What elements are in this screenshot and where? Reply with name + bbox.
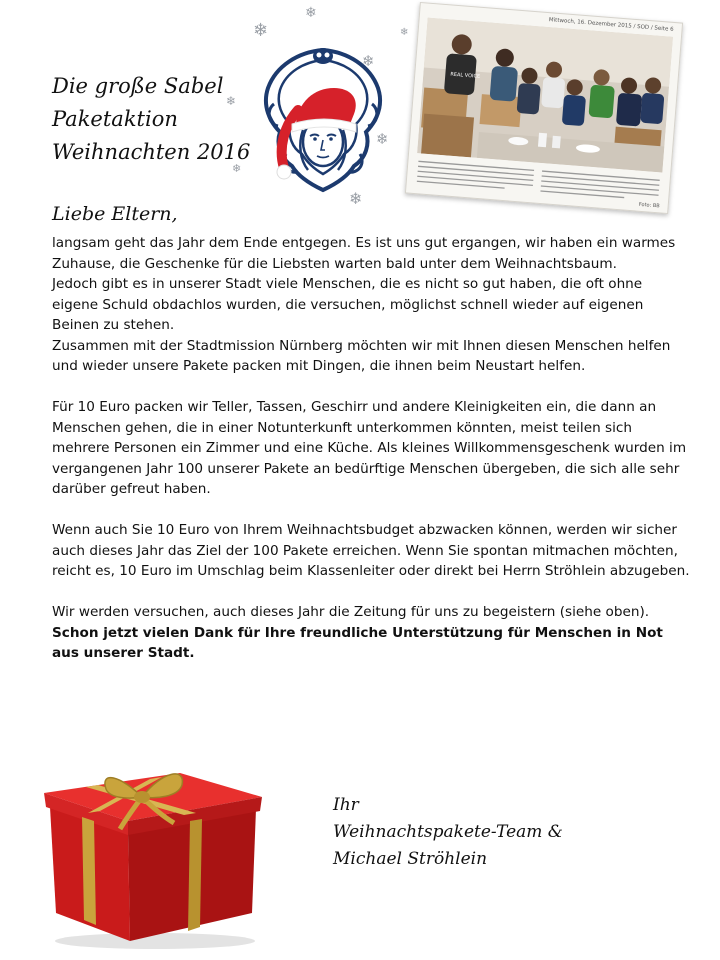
snowflake-icon: ❄ xyxy=(376,130,389,148)
snowflake-icon: ❄ xyxy=(400,27,409,38)
signature-block xyxy=(333,792,563,873)
paragraph-3: Zusammen mit der Stadtmission Nürnberg möchten wir mit Ihnen diesen Menschen helfen und wieder unsere Pakete packen mit Dingen, die ihnen beim Neustart helfen. xyxy=(52,337,671,374)
signature-line-1: Ihr xyxy=(333,795,359,815)
paragraph-1: langsam geht das Jahr dem Ende entgegen. Es ist uns gut ergangen, wir haben ein warmes Zuhause, die Geschenke für die Liebsten warten bald unter dem Weihnachtsbaum. xyxy=(52,235,676,272)
gift-box-image xyxy=(30,745,270,950)
snowflake-icon: ❄ xyxy=(253,20,269,41)
paragraph-4: Für 10 Euro packen wir Teller, Tassen, Geschirr und andere Kleinigkeiten ein, die dann an Menschen gehen, die in einer Notunterkunft unterkommen könnten, meist teilen sich mehrere Personen ein Zimmer und eine Küche. Als kleines Willkommensgeschenk wurden im vergangenen Jahr 100 unserer Pakete an bedürftige Menschen übergeben, die sich alle sehr darüber gefreut haben. xyxy=(52,399,687,497)
snowflake-icon: ❄ xyxy=(362,52,375,70)
newspaper-clipping xyxy=(405,2,683,214)
snowflake-icon: ❄ xyxy=(232,162,242,175)
letter-body xyxy=(52,233,692,664)
title-line-3: Weihnachten 2016 xyxy=(52,140,251,164)
snowflake-icon: ❄ xyxy=(349,189,363,208)
newspaper-photo-credit: Foto: BB xyxy=(638,201,660,210)
flyer-title xyxy=(52,70,292,169)
title-line-1: Die große Sabel xyxy=(52,74,224,98)
paragraph-6 xyxy=(52,602,692,664)
signature-line-3: Michael Ströhlein xyxy=(333,849,488,869)
paragraph-6-text: Wir werden versuchen, auch dieses Jahr die Zeitung für uns zu begeistern (siehe oben). xyxy=(52,604,650,620)
paragraph-5: Wenn auch Sie 10 Euro von Ihrem Weihnachtsbudget abzwacken können, werden wir sicher auch dieses Jahr das Ziel der 100 Pakete erreichen. Wenn Sie spontan mitmachen möchten, reicht es, 10 Euro im Umschlag beim Klassenleiter oder direkt bei Herrn Ströhlein abzugeben. xyxy=(52,522,690,579)
snowflake-icon: ❄ xyxy=(305,5,317,21)
salutation: Liebe Eltern, xyxy=(52,203,178,225)
snowflake-icon: ❄ xyxy=(226,94,237,108)
signature-line-2: Weihnachtspakete-Team & xyxy=(333,822,563,842)
school-logo-santa-hat xyxy=(258,44,388,194)
newspaper-header: Mittwoch, 16. Dezember 2015 / SOD / Seite 6 xyxy=(548,17,674,33)
paragraph-2: Jedoch gibt es in unserer Stadt viele Menschen, die es nicht so gut haben, die oft ohne eigene Schuld obdachlos wurden, die versuchen, möglichst schnell wieder auf eigenen Beinen zu stehen. xyxy=(52,276,644,333)
newspaper-photo xyxy=(417,18,673,173)
paragraph-6-thanks: Schon jetzt vielen Dank für Ihre freundliche Unterstützung für Menschen in Not aus unserer Stadt. xyxy=(52,624,663,661)
shirt-text: REAL VOICE xyxy=(450,71,481,80)
title-line-2: Paketaktion xyxy=(52,107,178,131)
